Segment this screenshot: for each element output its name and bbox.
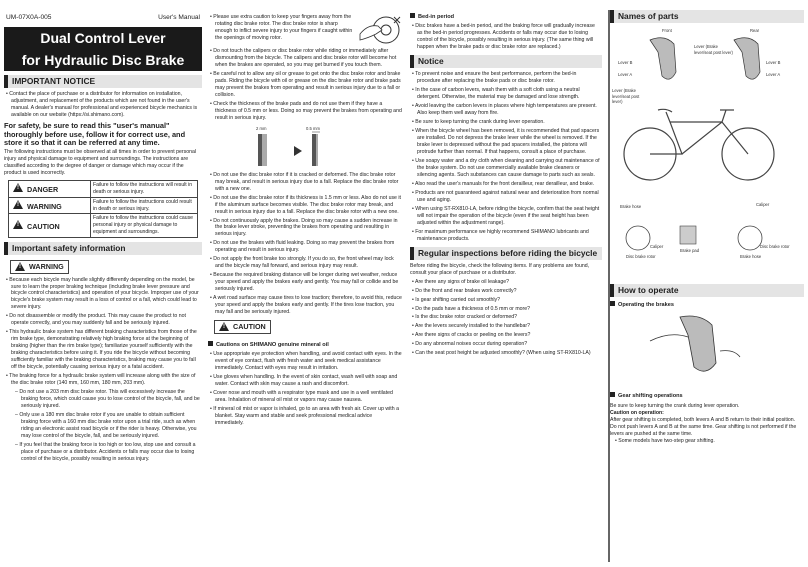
notice-bullet: • Be sure to keep turning the crank during lever operation.: [410, 119, 600, 126]
caution-on-operation: Caution on operation:: [610, 409, 664, 416]
operation-note: Do not push levers A and B at the same time. Gear shifting is not performed if the levers are pushed at the same time.: [610, 423, 797, 437]
how-to-operate-heading: How to operate: [610, 284, 804, 297]
label-lever-a: Lever A: [618, 72, 633, 77]
operation-note: After gear shifting is completed, both levers A and B return to their initial position.: [610, 416, 796, 423]
signal-word-table: [8, 180, 198, 238]
label-front: Front: [662, 28, 672, 33]
regular-inspections-heading: Regular inspections before riding the bicycle: [410, 247, 602, 260]
notice-bullet: • Use soapy water and a dry cloth when cleaning and carrying out maintenance of the brake system. Do not use commercially available brake cleaners or silencing agents. Such substances can cause damage to parts such as seals.: [410, 158, 600, 179]
notice-bullet: • When using ST-RX810-LA, before riding the bicycle, confirm that the seat height will not impair the operation of the bicycle (even if the seat height has been adjusted within the adjustment range).: [410, 206, 600, 227]
label-rear: Rear: [750, 28, 760, 33]
notice-bullet: • For maximum performance we highly recommend SHIMANO lubricants and maintenance products.: [410, 229, 600, 243]
inspection-item: • Is the disc brake rotor cracked or deformed?: [410, 314, 600, 321]
warning-box: [10, 260, 69, 274]
notice-heading: Notice: [410, 55, 602, 68]
inspection-item: • Are there signs of cracks or peeling on the levers?: [410, 332, 600, 339]
label-lever-a-rear: Lever A: [766, 72, 781, 77]
notice-bullet: • In the case of carbon levers, wash them with a soft cloth using a neutral detergent. Otherwise, the material may be damaged and lose strength.: [410, 87, 600, 101]
page-title: [4, 27, 202, 71]
follow-text: The following instructions must be observed at all times in order to prevent personal injury and physical damage to equipment and surroundings. The instructions are classified according to the degree of danger or damage which may occur if the product is used incorrectly.: [4, 149, 197, 177]
warning-triangle-icon: [13, 183, 23, 192]
operating-brakes-illustration: [610, 311, 804, 381]
label-caliper-2: Caliper: [650, 244, 664, 249]
pad-thickness-figure: [208, 124, 404, 172]
inspection-item: • Can the seat post height be adjusted smoothly? (When using ST-RX810-LA): [410, 350, 600, 357]
inspection-item: • Do the pads have a thickness of 0.5 mm or more?: [410, 306, 600, 313]
inspection-item: • Are there any signs of brake oil leakage?: [410, 279, 600, 286]
signal-label: DANGER: [27, 185, 59, 195]
safety-sub-bullet: – Do not use a 203 mm disc brake rotor. This will excessively increase the braking force, which could cause you to lose control of the bicycle, fall, and be seriously injured.: [4, 389, 202, 410]
caution-label: CAUTION: [233, 322, 266, 332]
caution-bullet: • Do not use the disc brake rotor if it is cracked or deformed. The disc brake rotor may break, and result in serious injury due to a fall. Replace the disc brake rotor with a new one.: [208, 172, 402, 193]
oil-heading: Cautions on SHIMANO genuine mineral oil: [208, 341, 404, 349]
inspection-item: • Do any abnormal noises occur during operation?: [410, 341, 600, 348]
column-1: [4, 0, 202, 567]
names-of-parts-heading: Names of parts: [610, 10, 804, 23]
notice-bullet: • Products are not guaranteed against natural wear and deterioration from normal use and aging.: [410, 190, 600, 204]
important-notice-heading: IMPORTANT NOTICE: [4, 75, 202, 88]
warning-label: WARNING: [29, 261, 64, 271]
parts-diagram: [610, 26, 804, 258]
signal-row: [9, 197, 198, 214]
label-caliper: Caliper: [756, 202, 770, 207]
label-lever-brake: Lever (Brake lever/seat post lever): [694, 44, 733, 55]
safety-sub-bullet: – Only use a 180 mm disc brake rotor if you are unable to obtain sufficient braking force with a 160 mm disc brake rotor upon a trial ride, such as when riding an electronic assist road bicycle or if the rider is heavy. Otherwise, you may lose control of the bicycle, fall, and be seriously injured.: [4, 412, 202, 440]
caution-bullet: • Be careful not to allow any oil or grease to get onto the disc brake rotor and brake pads. Riding the bicycle with oil or grease on the disc brake rotor and brake pads may prevent the brakes from operating and result in serious injury due to a fall or collision.: [208, 71, 402, 99]
safety-bullet: • Because each bicycle may handle slightly differently depending on the model, be sure to learn the proper braking technique (including brake lever pressure and bicycle control characteristics) and operation of your bicycle. Improper use of your bicycle's brake system may result in a loss of control or a fall, which could lead to severe injury.: [4, 277, 200, 312]
signal-row: [9, 181, 198, 198]
square-bullet-icon: [610, 301, 615, 306]
inspection-intro: Before riding the bicycle, check the following items. If any problems are found, consult your place of purchase or a distributor.: [410, 262, 590, 276]
signal-text: Failure to follow the instructions could cause personal injury or physical damage to equipment and surroundings.: [91, 214, 198, 237]
caution-bullet: • A wet road surface may cause tires to lose traction; therefore, to avoid this, reduce your speed and apply the brakes early and gently. If the tires lose traction, you may fall and be seriously injured.: [208, 295, 402, 316]
label-lever-brake-2: Lever (Brake lever/seat post lever): [612, 88, 640, 105]
signal-label: CAUTION: [27, 221, 60, 231]
pad-wear-illustration: [208, 124, 404, 172]
label-rotor-2: Disc brake rotor: [760, 244, 790, 249]
warning-triangle-icon: [13, 220, 23, 229]
caution-bullet: • Do not use the brakes with fluid leaking. Doing so may prevent the brakes from operating and result in serious injury.: [208, 240, 402, 254]
pad-worn-label: 0.5 mm: [306, 125, 320, 131]
oil-bullet: • Use appropriate eye protection when handling, and avoid contact with eyes. In the event of eye contact, flush with fresh water and seek medical assistance immediately. Contact with eyes may result in irritation.: [208, 351, 402, 372]
caution-bullet: • Do not use the disc brake rotor if its thickness is 1.5 mm or less. Also do not use it if the aluminum surface becomes visible. The disc brake rotor may break, and result in serious injury due to a fall. Replace the disc brake rotor with a new one.: [208, 195, 402, 216]
label-lever-b: Lever B: [618, 60, 633, 65]
important-notice-text: • Contact the place of purchase or a distributor for information on installation, adjustment, and replacement of the products which are not found in the user's manual. A dealer's manual for professional and experienced bicycle mechanics is available on our website (https://si.shimano.com).: [4, 91, 200, 119]
warning-triangle-icon: [13, 200, 23, 209]
notice-bullet: • To prevent noise and ensure the best performance, perform the bed-in procedure after replacing the brake pads or disc brake rotor.: [410, 71, 600, 85]
warning-triangle-icon: [15, 262, 25, 271]
oil-bullet: • Use gloves when handling. In the event of skin contact, wash well with soap and water. Contact with skin may cause a rash and discomfort.: [208, 374, 402, 388]
bedin-heading: Bed-in period: [410, 13, 602, 21]
gear-shifting-heading: Gear shifting operations: [610, 392, 804, 400]
signal-label: WARNING: [27, 201, 62, 211]
label-brake-pad: Brake pad: [680, 248, 700, 253]
caution-box: [214, 320, 271, 334]
bedin-text: • Disc brakes have a bed-in period, and the braking force will gradually increase as the bed-in period progresses. Accidents or falls may occur due to losing control of the bicycle, possibly resulting in serious injury. (The same thing will happen when the brake pads or disc brake rotor are replaced.): [410, 23, 600, 51]
label-rotor: Disc brake rotor: [626, 254, 656, 259]
label-brake-hose: Brake hose: [620, 204, 642, 209]
notice-bullet: • Avoid leaving the carbon levers in places where high temperatures are present. Also keep them well away from fire.: [410, 103, 600, 117]
pad-new-label: 2 mm: [256, 125, 267, 131]
operating-brakes-heading: Operating the brakes: [610, 301, 804, 309]
title-line-2: for Hydraulic Disc Brake: [21, 51, 185, 68]
rotor-finger-illustration: [356, 14, 404, 48]
caution-bullet: • Because the required braking distance will be longer during wet weather, reduce your speed and apply the brakes early and gently. You may fall or collide and be seriously injured.: [208, 272, 402, 293]
rotor-caution-text: • Please use extra caution to keep your fingers away from the rotating disc brake rotor. The disc brake rotor is sharp enough to inflict severe injury to your fingers if caught within the openings of moving rotor.: [208, 14, 354, 46]
inspection-item: • Is gear shifting carried out smoothly?: [410, 297, 600, 304]
caution-bullet: • Do not touch the calipers or disc brake rotor while riding or immediately after dismounting from the bicycle. The calipers and disc brake rotor will become hot when the brakes are operated, so you may get burned if you touch them.: [208, 48, 402, 69]
oil-bullet: • Cover nose and mouth with a respirator type mask and use in a well ventilated area. Inhalation of mineral oil mist or vapors may cause nausea.: [208, 390, 402, 404]
safety-heading: Important safety information: [4, 242, 202, 255]
notice-bullet: • When the bicycle wheel has been removed, it is recommended that pad spacers are installed. Do not depress the brake lever while the wheel is removed. If the brake lever is depressed without the pad spacers installed, the pistons will protrude further than normal. If that happens, consult a place of purchase.: [410, 128, 600, 156]
notice-bullet: • Also read the user's manuals for the front derailleur, rear derailleur, and brake.: [410, 181, 600, 188]
rotor-caution: [208, 14, 404, 48]
square-bullet-icon: [208, 341, 213, 346]
safety-bold-text: For safety, be sure to read this "user's manual" thoroughly before use, follow it for correct use, and store it so that it can be referred at any time.: [4, 120, 186, 148]
inspection-item: • Are the levers securely installed to the handlebar?: [410, 323, 600, 330]
column-3: [410, 0, 602, 567]
caution-bullet: • Do not apply the front brake too strongly. If you do so, the front wheel may lock and the bicycle may fall forward, and serious injury may result.: [208, 256, 402, 270]
label-lever-b-rear: Lever B: [766, 60, 781, 65]
caution-bullet: • Do not continuously apply the brakes. Doing so may cause a sudden increase in the brake lever stroke, preventing the brakes from operating and resulting in serious injury.: [208, 218, 402, 239]
column-2: [208, 0, 404, 567]
safety-bullet: • This hydraulic brake system has different braking characteristics from those of the rim brake type, demonstrating relatively high braking force at the beginning of braking (higher than the rim brake type); familiarize yourself sufficiently with the braking characteristics before using it. If you ride the bicycle without becoming sufficiently familiar with the braking characteristics, braking may cause you to fall off the bicycle, potentially causing serious injury or a fatal accident.: [4, 329, 200, 371]
column-4: [608, 10, 804, 562]
inspection-item: • Do the front and rear brakes work correctly?: [410, 288, 600, 295]
caution-bullet: • Check the thickness of the brake pads and do not use them if they have a thickness of 0.5 mm or less. Doing so may prevent the brakes from operating and result in serious injury.: [208, 101, 402, 122]
warning-triangle-icon: [219, 322, 229, 331]
title-line-1: Dual Control Lever: [40, 29, 166, 46]
safety-sub-bullet: – If you feel that the braking force is too high or too low, stop use and consult a place of purchase or a distributor. Accidents or falls may occur due to losing control of the bicycle, possibly resulting in serious injury.: [4, 442, 202, 463]
manual-label: User's Manual: [158, 14, 200, 21]
gear-shifting-text: Be sure to keep turning the crank during lever operation.: [610, 402, 740, 409]
safety-bullet: • The braking force for a hydraulic brake system will increase along with the size of the disc brake rotor (140 mm, 160 mm, 180 mm, 203 mm).: [4, 373, 200, 387]
operation-note-bullet: • Some models have two-step gear shifting.: [610, 438, 802, 445]
signal-text: Failure to follow the instructions could result in death or serious injury.: [91, 197, 198, 214]
label-brake-hose-2: Brake hose: [740, 254, 762, 259]
oil-bullet: • If mineral oil mist or vapor is inhaled, go to an area with fresh air. Cover up with a blanket. Stay warm and stable and seek professional medical advice immediately.: [208, 406, 402, 427]
signal-row: [9, 214, 198, 237]
model-code: UM-07X0A-005: [6, 14, 52, 21]
signal-text: Failure to follow the instructions will result in death or serious injury.: [91, 181, 198, 198]
manual-header: [4, 14, 202, 23]
square-bullet-icon: [610, 392, 615, 397]
safety-bullet: • Do not disassemble or modify the product. This may cause the product to not operate correctly, and you may suddenly fall and be seriously injured.: [4, 313, 200, 327]
square-bullet-icon: [410, 13, 415, 18]
